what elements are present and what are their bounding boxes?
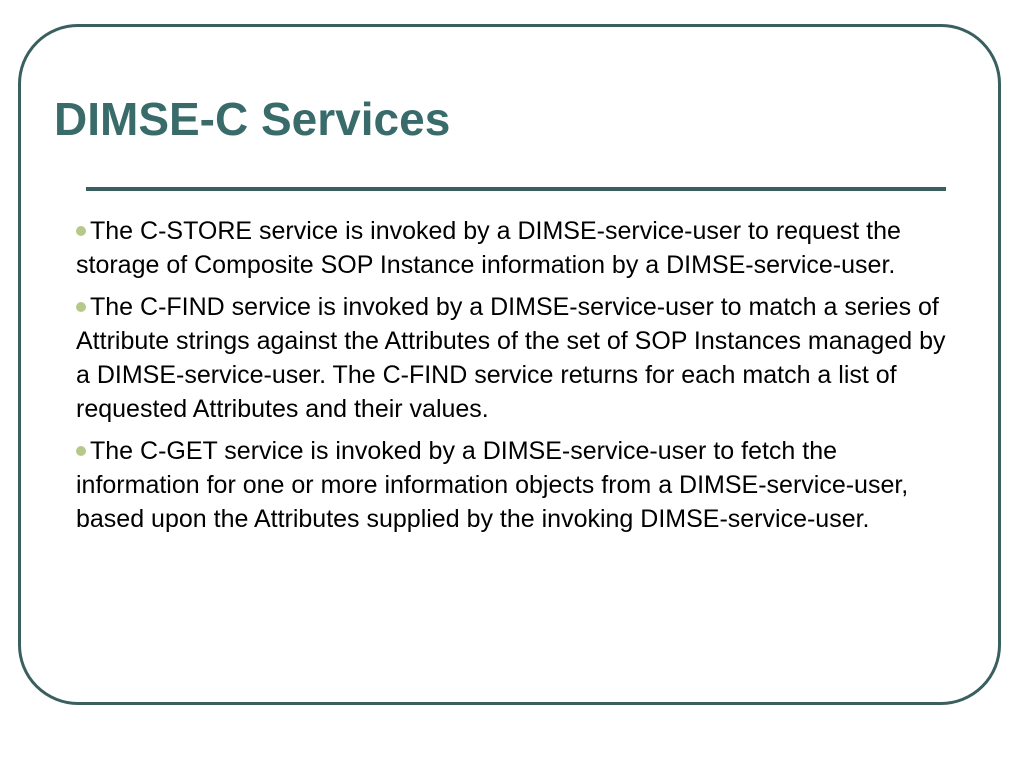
bullet-list (76, 214, 956, 544)
bullet-text: The C-GET service is invoked by a DIMSE-service-user to fetch the information for one or more information objects from a DIMSE-service-user, based upon the Attributes supplied by the invoking DIMSE-service-user. (76, 437, 909, 533)
bullet-text: The C-FIND service is invoked by a DIMSE-service-user to match a series of Attribute strings against the Attributes of the set of SOP Instances managed by a DIMSE-service-user. The C-FIND service returns for each match a list of requested Attributes and their values. (76, 293, 946, 423)
bullet-dot-icon (76, 446, 86, 456)
bullet-item-c-get (76, 434, 956, 536)
title-divider (86, 187, 946, 191)
bullet-dot-icon (76, 226, 86, 236)
bullet-dot-icon (76, 302, 86, 312)
bullet-item-c-store (76, 214, 956, 282)
bullet-text: The C-STORE service is invoked by a DIMSE-service-user to request the storage of Composite SOP Instance information by a DIMSE-service-user. (76, 217, 901, 279)
bullet-item-c-find (76, 290, 956, 426)
slide-title: DIMSE-C Services (54, 93, 451, 145)
